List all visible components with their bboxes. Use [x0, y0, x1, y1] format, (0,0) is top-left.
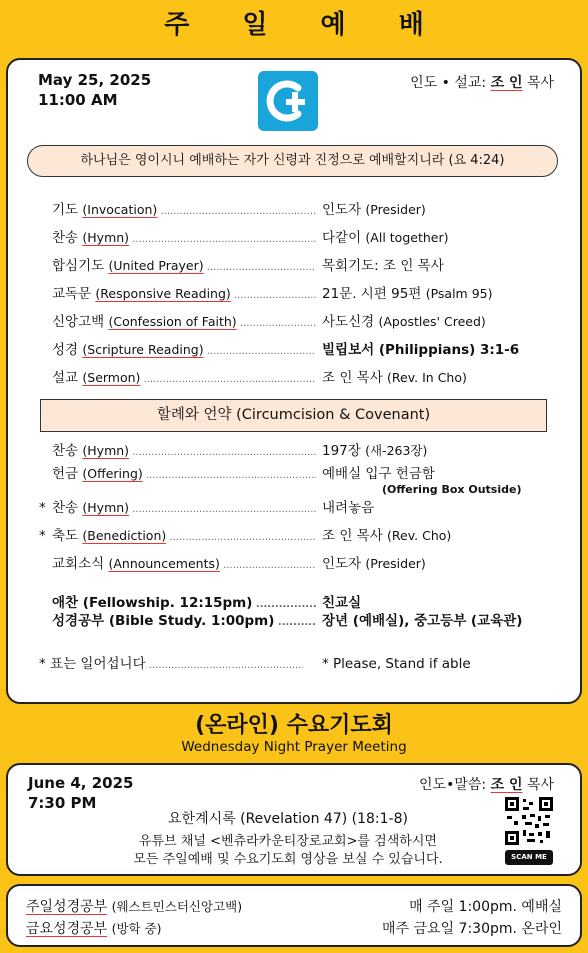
order-label-ko: 합심기도: [52, 258, 105, 274]
stand-marker: *: [39, 500, 46, 516]
order-label: [52, 312, 316, 334]
youtube-line-2: 모든 주일예배 및 수요기도회 영상을 보실 수 있습니다.: [133, 852, 443, 867]
order-label-en: (Hymn): [82, 230, 130, 245]
order-value: [322, 498, 374, 518]
bible-study-note: (방학 중): [111, 921, 162, 936]
bible-study-title: 주일성경공부: [26, 899, 108, 915]
service-leader: [410, 72, 554, 92]
order-label: [52, 228, 316, 250]
order-label: [52, 526, 316, 548]
order-value-main: 빌립보서 (Philippians) 3:1-6: [322, 342, 520, 358]
wed-leader-suffix: 목사: [522, 777, 554, 793]
order-value: [322, 256, 444, 276]
order-label-en: (Announcements): [108, 556, 220, 571]
order-value-en: (Apostles' Creed): [378, 314, 486, 329]
order-value: [322, 464, 521, 496]
order-value-en: (Rev. Cho): [387, 528, 452, 543]
order-value-main: 조 인 목사: [322, 370, 383, 386]
order-value-en: (Presider): [365, 202, 426, 217]
stand-note-ko: * 표는 일어섭니다 .....: [39, 654, 303, 676]
fellowship-value: 친교실: [322, 595, 362, 611]
church-logo-icon: [258, 71, 318, 131]
bible-study-when: 매주 금요일 7:30pm. 온라인: [382, 921, 562, 937]
order-row: [52, 464, 567, 496]
service-time: 11:00 AM: [38, 91, 118, 109]
bible-study-title: 금요성경공부: [26, 921, 108, 937]
order-label-ko: 찬송: [52, 443, 79, 459]
order-label: [52, 340, 316, 362]
leader-prefix: 인도 • 설교:: [410, 75, 491, 91]
wednesday-time: 7:30 PM: [28, 794, 97, 812]
wednesday-title: (온라인) 수요기도회: [195, 713, 393, 738]
bible-study-when: 매 주일 1:00pm. 예배실: [409, 899, 562, 915]
order-label-ko: 설교: [52, 370, 79, 386]
order-label: [52, 464, 316, 486]
wednesday-passage: 요한계시록 (Revelation 47) (18:1-8): [168, 811, 408, 827]
order-value-en: (Presider): [365, 556, 426, 571]
order-value-main: 인도자: [322, 556, 362, 572]
bible-study-item: [26, 918, 562, 940]
order-label-en: (Hymn): [82, 443, 130, 458]
order-label-ko: 헌금: [52, 466, 79, 482]
order-label-en: (Benediction): [82, 528, 167, 543]
page-title: 주 일 예 배: [164, 10, 446, 40]
order-label-en: (Scripture Reading): [82, 342, 204, 357]
stand-note: [39, 654, 567, 674]
order-label-ko: 축도: [52, 528, 79, 544]
stand-note-en: * Please, Stand if able: [322, 656, 471, 672]
order-label-ko: 교회소식: [52, 556, 105, 572]
order-value: [322, 200, 426, 220]
scan-me-label: SCAN ME: [505, 850, 553, 865]
leader-suffix: 목사: [522, 75, 554, 91]
order-label-ko: 교독문: [52, 286, 92, 302]
order-value-main: 인도자: [322, 202, 362, 218]
sermon-title: 할례와 언약 (Circumcision & Covenant): [40, 399, 547, 432]
order-value: [322, 368, 467, 388]
order-row: [39, 498, 567, 518]
order-row: [52, 200, 567, 220]
order-label-en: (Invocation): [82, 202, 158, 217]
order-label: [52, 554, 316, 576]
order-row: [52, 340, 567, 360]
order-value-main: 사도신경: [322, 314, 375, 330]
bible-study-name: [26, 896, 242, 918]
order-value-main: 21문. 시편 95편: [322, 286, 422, 302]
order-value: [322, 284, 492, 304]
order-label: [52, 200, 316, 222]
order-label: [52, 368, 316, 390]
order-label-en: (Confession of Faith): [108, 314, 237, 329]
order-value-main: 목회기도: 조 인 목사: [322, 258, 444, 274]
wed-leader-name: 조 인: [490, 777, 523, 793]
order-row: [52, 554, 567, 574]
order-row: [52, 312, 567, 332]
order-row: [39, 526, 567, 546]
order-label-en: (Offering): [82, 466, 143, 481]
order-value-en: (새-263장): [365, 443, 428, 458]
fellowship-label: 애찬 (Fellowship. 12:15pm) .....: [52, 593, 316, 615]
bible-study-item: [26, 896, 562, 918]
bible-study-name: [26, 918, 162, 940]
wednesday-date: June 4, 2025: [28, 774, 134, 792]
bible-study-row: [52, 611, 567, 631]
verse-banner: 하나님은 영이시니 예배하는 자가 신령과 진정으로 예배할지니라 (요 4:24): [27, 145, 558, 177]
leader-name: 조 인: [490, 75, 523, 91]
order-value-main: 내려놓음: [322, 500, 375, 516]
order-value: [322, 228, 448, 248]
qr-code-icon[interactable]: [505, 797, 553, 845]
order-label: [52, 256, 316, 278]
order-label: [52, 498, 316, 520]
order-label-ko: 찬송: [52, 500, 79, 516]
stand-marker: *: [39, 528, 46, 544]
order-value: [322, 340, 519, 360]
bible-study-label: 성경공부 (Bible Study. 1:00pm) .....: [52, 611, 316, 633]
order-label: [52, 441, 316, 463]
order-row: [52, 284, 567, 304]
service-date: May 25, 2025: [38, 71, 152, 89]
order-label-en: (Responsive Reading): [95, 286, 231, 301]
order-label-en: (Sermon): [82, 370, 141, 385]
order-value: [322, 554, 426, 574]
bible-study-value: 장년 (예배실), 중고등부 (교육관): [322, 613, 523, 629]
order-value-main: 197장: [322, 443, 361, 459]
order-label-en: (Hymn): [82, 500, 130, 515]
wednesday-leader: [419, 774, 554, 794]
order-label-ko: 성경: [52, 342, 79, 358]
order-value-main: 조 인 목사: [322, 528, 383, 544]
order-row: [52, 228, 567, 248]
youtube-line-1: 유튜브 채널 <벤츄라카운티장로교회>를 검색하시면: [139, 834, 437, 849]
order-label-ko: 찬송: [52, 230, 79, 246]
order-label-ko: 기도: [52, 202, 79, 218]
order-row: [52, 256, 567, 276]
order-value: [322, 441, 427, 461]
order-row: [52, 368, 567, 388]
order-label-en: (United Prayer): [108, 258, 204, 273]
fellowship-row: [52, 593, 567, 613]
order-value-en: (Rev. In Cho): [387, 370, 467, 385]
order-value-en: (All together): [365, 230, 449, 245]
wednesday-subtitle: Wednesday Night Prayer Meeting: [181, 739, 407, 755]
order-value: [322, 312, 486, 332]
order-value-main: 다같이: [322, 230, 362, 246]
order-row: [52, 441, 567, 461]
bible-study-note: (웨스트민스터신앙고백): [111, 899, 243, 914]
wed-leader-prefix: 인도•말씀:: [419, 777, 491, 793]
order-value-main: 예배실 입구 헌금함: [322, 466, 435, 482]
order-label: [52, 284, 316, 306]
order-value-en: (Offering Box Outside): [382, 483, 522, 496]
order-value: [322, 526, 451, 546]
order-label-ko: 신앙고백: [52, 314, 105, 330]
order-value-en: (Psalm 95): [425, 286, 493, 301]
